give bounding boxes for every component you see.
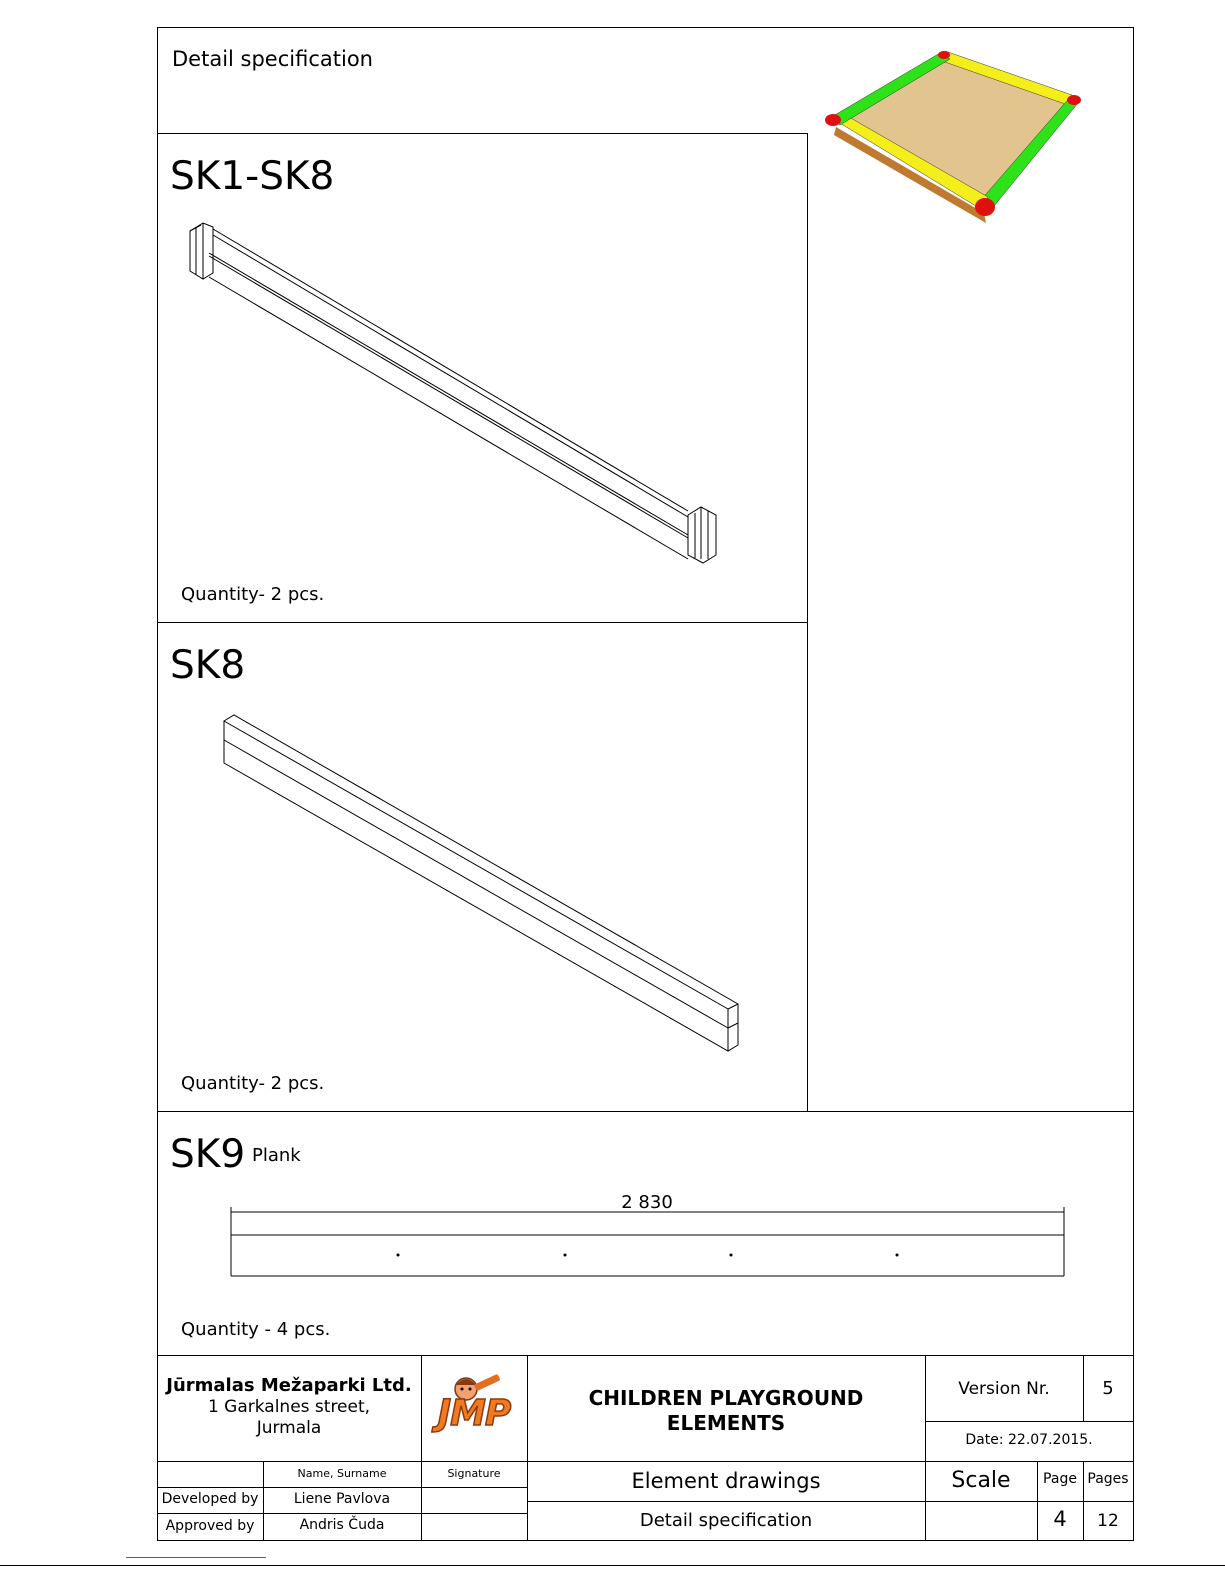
col-header-signature: Signature (447, 1467, 501, 1480)
sk1-sk8-beam-drawing (185, 215, 725, 570)
company-address-line2: Jurmala (256, 1418, 322, 1438)
section-divider-1 (157, 622, 808, 623)
company-address-line1: 1 Garkalnes street, (207, 1397, 371, 1417)
sk8-quantity: Quantity- 2 pcs. (181, 1073, 325, 1094)
sk9-subtitle: Plank (252, 1145, 301, 1166)
section-code-sk9: SK9 (170, 1132, 246, 1177)
sk9-plank-drawing (225, 1205, 1070, 1285)
developed-by-label: Developed by (161, 1491, 259, 1507)
drawing-name: Detail specification (639, 1510, 813, 1531)
tb-row-line-5 (925, 1421, 1134, 1422)
approved-by-name: Andris Čuda (299, 1517, 385, 1533)
project-title-line2: ELEMENTS (666, 1411, 786, 1435)
pages-label: Pages (1087, 1471, 1129, 1487)
page-label: Page (1043, 1471, 1077, 1487)
approved-by-label: Approved by (165, 1518, 255, 1534)
section-code-sk1-sk8: SK1-SK8 (170, 154, 335, 199)
tb-row-line-2 (157, 1487, 527, 1488)
section-code-sk8: SK8 (170, 643, 246, 688)
sk1-sk8-quantity: Quantity- 2 pcs. (181, 584, 325, 605)
tb-row-line-3 (157, 1513, 527, 1514)
sandbox-preview-image (820, 45, 1090, 235)
page-value: 4 (1053, 1507, 1067, 1531)
footnote-link-rule (126, 1557, 266, 1558)
scale-label: Scale (951, 1468, 1011, 1493)
project-title-line1: CHILDREN PLAYGROUND (588, 1386, 864, 1410)
version-label: Version Nr. (958, 1379, 1050, 1399)
frame-left (157, 27, 158, 1541)
header-divider (157, 133, 808, 134)
company-logo (426, 1373, 522, 1439)
company-name: Jūrmalas Mežaparki Ltd. (166, 1375, 412, 1396)
col-header-name: Name, Surname (297, 1467, 387, 1480)
tb-row-line-4 (527, 1501, 1134, 1502)
developed-by-name: Liene Pavlova (293, 1491, 391, 1507)
page-title: Detail specification (172, 47, 373, 71)
tb-row-line-1 (157, 1461, 1134, 1462)
tb-col-line-2 (421, 1355, 422, 1540)
sk8-beam-drawing (215, 705, 750, 1060)
logo-text: JMP (437, 1393, 511, 1434)
sk9-dimension-label: 2 830 (621, 1192, 673, 1213)
frame-bottom (157, 1540, 1134, 1541)
sk9-quantity: Quantity - 4 pcs. (181, 1319, 331, 1340)
date-text: Date: 22.07.2015. (965, 1432, 1093, 1448)
pages-value: 12 (1097, 1511, 1119, 1531)
frame-top (157, 27, 1134, 28)
frame-right (1133, 27, 1134, 1541)
drawing-type: Element drawings (631, 1469, 821, 1493)
title-block-top (157, 1355, 1134, 1356)
version-value: 5 (1102, 1378, 1114, 1399)
page-bottom-rule (0, 1565, 1225, 1566)
section-divider-2 (157, 1111, 1134, 1112)
